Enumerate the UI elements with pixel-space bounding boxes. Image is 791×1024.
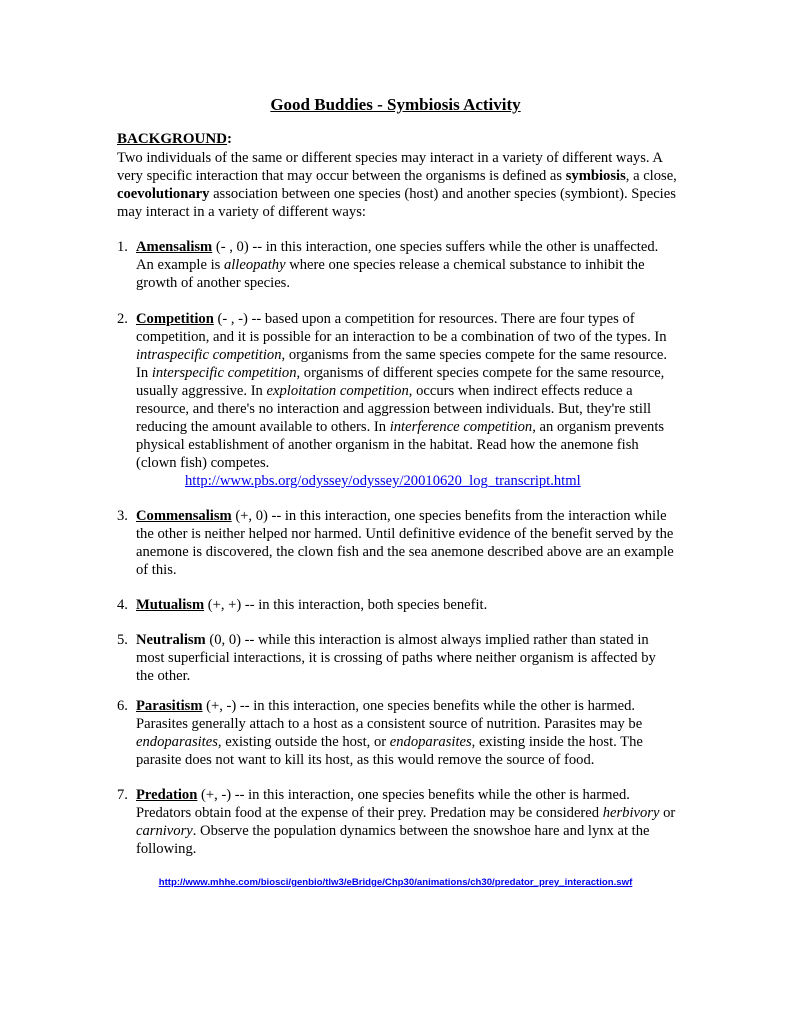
term-coevolutionary: coevolutionary xyxy=(117,186,210,202)
item-text: , organisms of different species compete for the same resource, usually aggressive. In xyxy=(136,365,665,399)
item-text: where one species release a chemical substance to inhibit the growth of another species. xyxy=(136,257,645,291)
background-heading-colon: : xyxy=(227,131,233,147)
background-text-3: association between one species (host) and another species (symbiont). Species may interact in a variety of different ways: xyxy=(117,186,676,220)
list-item-mutualism xyxy=(117,596,677,614)
term-alleopathy: alleopathy xyxy=(223,257,286,273)
background-paragraph xyxy=(117,149,677,221)
pbs-link[interactable]: http://www.pbs.org/odyssey/odyssey/20010620_log_transcript.html xyxy=(185,473,581,489)
background-heading xyxy=(117,130,232,148)
mhhe-link-row xyxy=(0,877,791,889)
list-number: 3. xyxy=(117,508,128,524)
item-text: , existing inside the host. The parasite does not want to kill its host, as this would remove the source of food. xyxy=(136,734,643,768)
item-text: , occurs when indirect effects reduce a resource, and there's no interaction and aggression between individuals. But, they're still reducing the amount available to others. In xyxy=(136,383,652,435)
item-text: (+, -) -- in this interaction, one species benefits while the other is harmed. Parasites generally attach to a host as a consistent source of nutrition. Parasites may be xyxy=(136,698,643,732)
term-interference: interference competition xyxy=(389,419,533,435)
background-heading-text: BACKGROUND xyxy=(117,131,228,147)
term-endoparasites: endoparasites xyxy=(136,734,218,750)
page-title: Good Buddies - Symbiosis Activity xyxy=(270,95,521,114)
term-symbiosis: symbiosis xyxy=(565,168,626,184)
term-carnivory: carnivory xyxy=(136,823,193,839)
term-predation: Predation xyxy=(136,787,198,803)
term-intraspecific: intraspecific competition xyxy=(136,347,282,363)
background-text-1: Two individuals of the same or different species may interact in a variety of different ways. A very specific interaction that may occur between the organisms is defined as xyxy=(117,150,663,184)
term-neutralism: Neutralism xyxy=(136,632,206,648)
item-text: , existing outside the host, or xyxy=(217,734,390,750)
item-text: (- , -) -- based upon a competition for resources. There are four types of competition, and it is possible for an interaction to be a combination of two of the types. In xyxy=(136,311,667,345)
list-number: 1. xyxy=(117,239,128,255)
background-text-2: , a close, xyxy=(625,168,677,184)
item-text: (+, 0) -- in this interaction, one species benefits from the interaction while the other is neither helped nor harmed. Until definitive evidence of the benefit served by the anemone is discovered, the clown fish and the sea anemone described above are an example of this. xyxy=(136,508,674,578)
term-endoparasites: endoparasites xyxy=(389,734,472,750)
item-text: (+, -) -- in this interaction, one species benefits while the other is harmed. Predators obtain food at the expense of their prey. Predation may be considered xyxy=(136,787,630,821)
term-exploitation: exploitation competition xyxy=(266,383,409,399)
list-number: 2. xyxy=(117,311,128,327)
list-item-neutralism xyxy=(117,631,677,685)
item-text: (+, +) -- in this interaction, both species benefit. xyxy=(204,597,488,613)
list-number: 6. xyxy=(117,698,128,714)
list-number: 7. xyxy=(117,787,128,803)
term-amensalism: Amensalism xyxy=(136,239,213,255)
list-item-parasitism xyxy=(117,697,677,769)
list-item-amensalism xyxy=(117,238,677,292)
term-competition: Competition xyxy=(136,311,214,327)
item-text: , organisms from the same species compete for the same resource. In xyxy=(136,347,668,381)
item-text: or xyxy=(659,805,676,821)
term-parasitism: Parasitism xyxy=(136,698,203,714)
list-item-predation xyxy=(117,786,677,858)
mhhe-link[interactable]: http://www.mhhe.com/biosci/genbio/tlw3/eBridge/Chp30/animations/ch30/predator_prey_interaction.swf xyxy=(158,877,633,888)
term-mutualism: Mutualism xyxy=(136,597,205,613)
list-number: 5. xyxy=(117,632,128,648)
item-text: (0, 0) -- while this interaction is almost always implied rather than stated in most superficial interactions, it is crossing of paths where neither organism is affected by the other. xyxy=(136,632,656,684)
term-interspecific: interspecific competition xyxy=(151,365,297,381)
item-text: . Observe the population dynamics between the snowshoe hare and lynx at the following. xyxy=(136,823,650,857)
term-commensalism: Commensalism xyxy=(136,508,232,524)
item-text: (- , 0) -- in this interaction, one species suffers while the other is unaffected. An example is xyxy=(136,239,659,273)
list-item-competition xyxy=(117,310,677,472)
item-text: , an organism prevents physical establishment of another organism in the habitat. Read how the anemone fish (clown fish) competes. xyxy=(136,419,665,471)
term-herbivory: herbivory xyxy=(602,805,660,821)
list-number: 4. xyxy=(117,597,128,613)
list-item-commensalism xyxy=(117,507,677,579)
